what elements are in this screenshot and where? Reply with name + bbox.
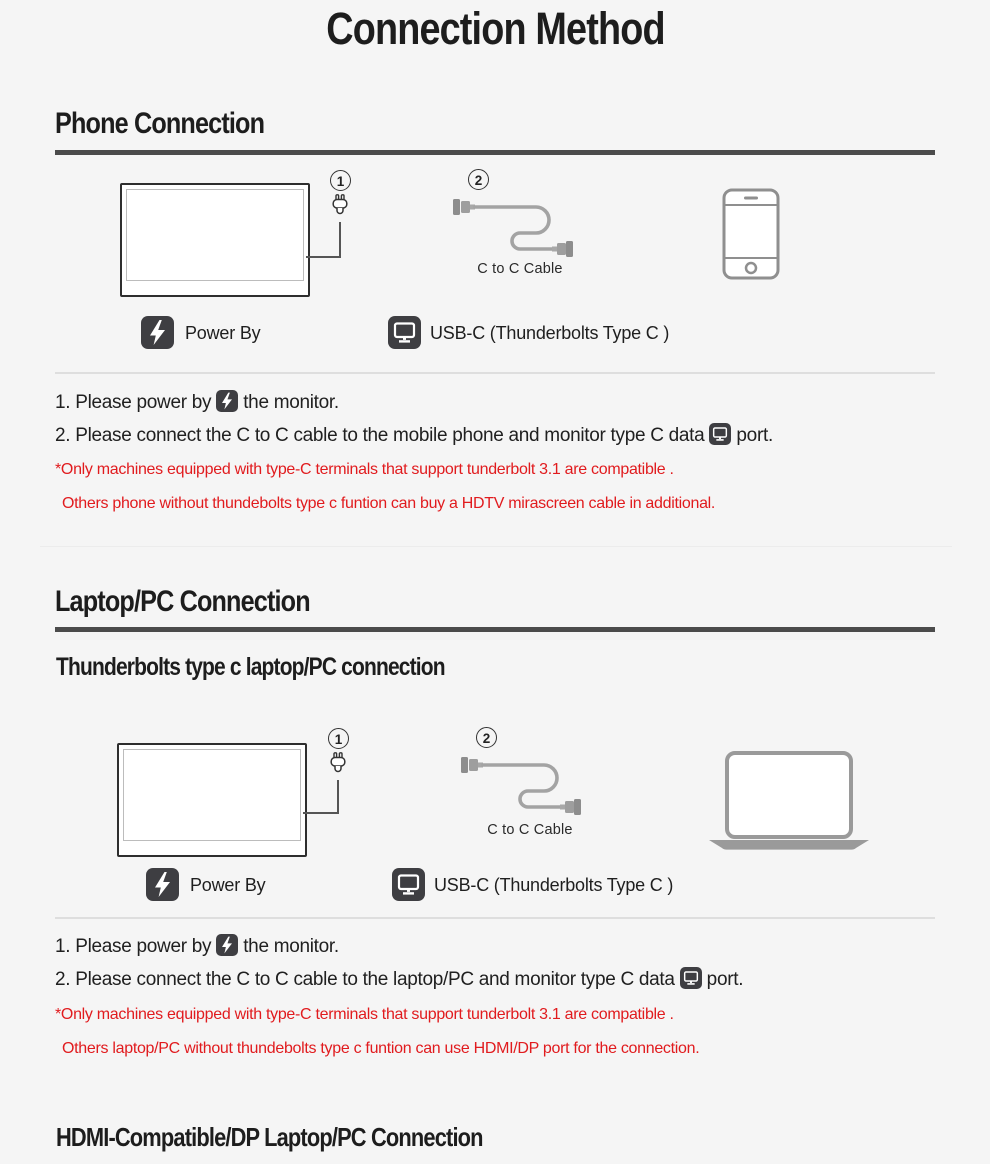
- phone-section-rule: [55, 150, 935, 155]
- lightning-icon: [146, 868, 179, 901]
- monitor-port-icon: [392, 868, 425, 901]
- lightning-icon: [141, 316, 174, 349]
- step-1-badge: 1: [328, 728, 349, 749]
- page-title: Connection Method: [325, 3, 665, 54]
- plug-wire-horizontal: [306, 256, 341, 258]
- laptop-note-2: Others laptop/PC without thundebolts type c funtion can use HDMI/DP port for the connection.: [62, 1040, 700, 1057]
- plug-wire-vertical: [337, 780, 339, 814]
- monitor-port-icon: [680, 967, 702, 989]
- monitor-screen: [123, 749, 301, 841]
- laptop-icon: [705, 750, 873, 855]
- lightning-icon: [216, 934, 238, 956]
- laptop-section-heading: Laptop/PC Connection: [55, 585, 310, 618]
- cable-label: C to C Cable: [487, 822, 573, 838]
- phone-instructions-rule: [55, 372, 935, 374]
- plug-wire-vertical: [339, 222, 341, 258]
- usb-c-cable-icon: [460, 750, 595, 821]
- laptop-note-1: *Only machines equipped with type-C terminals that support tunderbolt 3.1 are compatible .: [55, 1006, 674, 1023]
- power-by-label: Power By: [190, 875, 266, 895]
- usb-c-cable-icon: [452, 192, 587, 263]
- usbc-label: USB-C (Thunderbolts Type C ): [434, 875, 674, 895]
- monitor-port-icon: [388, 316, 421, 349]
- usbc-label: USB-C (Thunderbolts Type C ): [430, 323, 670, 343]
- phone-section-heading: Phone Connection: [55, 107, 265, 140]
- step-1-badge: 1: [330, 170, 351, 191]
- step-2-badge: 2: [468, 169, 489, 190]
- monitor-port-icon: [709, 423, 731, 445]
- laptop-instructions-rule: [55, 917, 935, 919]
- monitor-illustration: [117, 743, 307, 857]
- laptop-subheading: Thunderbolts type c laptop/PC connection: [56, 653, 445, 681]
- section-divider: [40, 546, 952, 547]
- monitor-screen: [126, 189, 304, 281]
- plug-wire-horizontal: [303, 812, 339, 814]
- phone-step-2: 2. Please connect the C to C cable to the mobile phone and monitor type C data port.: [55, 425, 773, 446]
- cable-label: C to C Cable: [477, 261, 563, 277]
- phone-note-2: Others phone without thundebolts type c funtion can buy a HDTV mirascreen cable in additional.: [62, 495, 716, 512]
- laptop-step-2: 2. Please connect the C to C cable to the laptop/PC and monitor type C data port.: [55, 969, 744, 990]
- monitor-illustration: [120, 183, 310, 297]
- page-title-row: [0, 0, 990, 58]
- laptop-section-rule: [55, 627, 935, 632]
- laptop-step-1: 1. Please power by the monitor.: [55, 936, 339, 957]
- power-by-label: Power By: [185, 323, 261, 343]
- lightning-icon: [216, 390, 238, 412]
- smartphone-icon: [722, 188, 780, 285]
- phone-note-1: *Only machines equipped with type-C terminals that support tunderbolt 3.1 are compatible .: [55, 461, 674, 478]
- step-2-badge: 2: [476, 727, 497, 748]
- hdmi-section-heading: HDMI-Compatible/DP Laptop/PC Connection: [56, 1122, 483, 1152]
- phone-step-1: 1. Please power by the monitor.: [55, 392, 339, 413]
